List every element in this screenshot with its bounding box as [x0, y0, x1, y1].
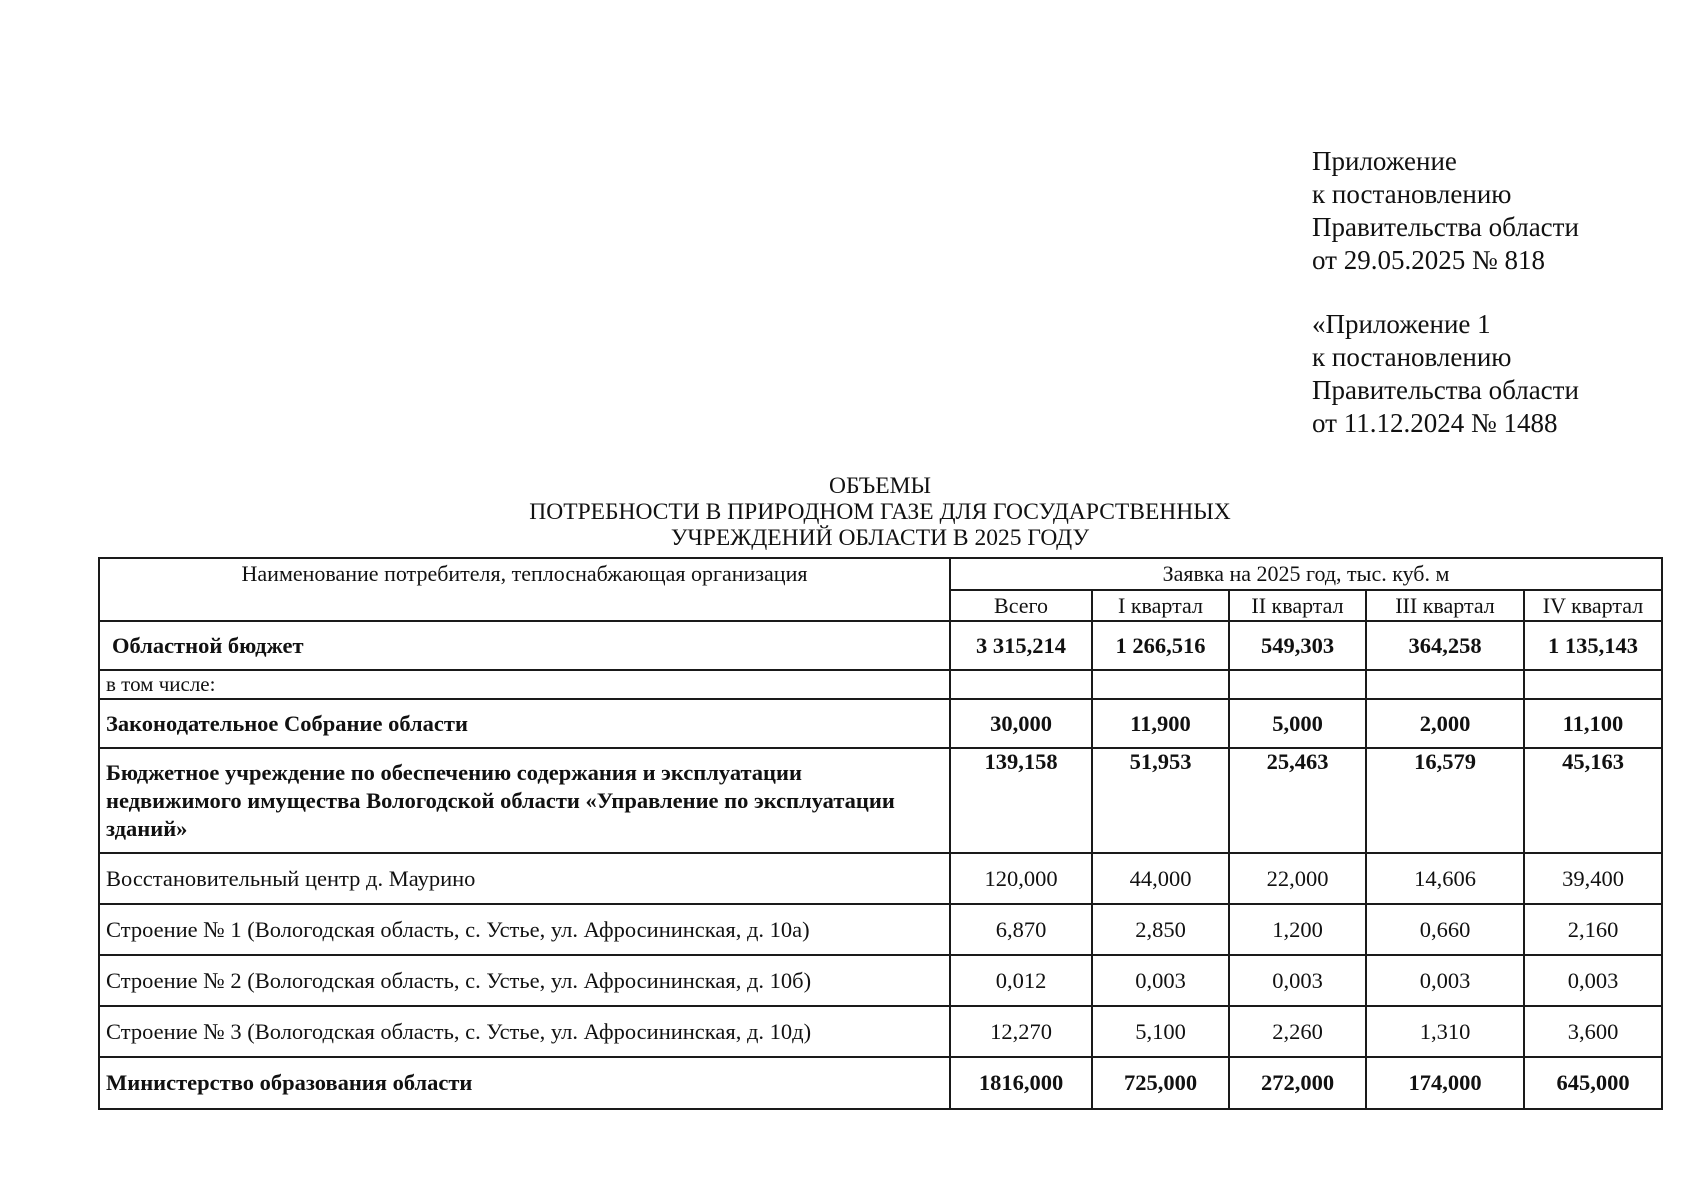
cell-q2: 549,303: [1229, 621, 1366, 670]
header-total: Всего: [950, 590, 1092, 621]
row-name: в том числе:: [99, 670, 950, 699]
appendix-line: Правительства области: [1312, 212, 1579, 242]
cell-q1: [1092, 670, 1229, 699]
cell-total: 6,870: [950, 904, 1092, 955]
table-header-row: [99, 558, 1662, 590]
cell-q4: 39,400: [1524, 853, 1662, 904]
gas-volumes-table: [98, 557, 1663, 1110]
row-name: Областной бюджет: [99, 621, 950, 670]
cell-q3: 0,660: [1366, 904, 1524, 955]
appendix-line: Правительства области: [1312, 375, 1579, 405]
table-row: [99, 748, 1662, 853]
row-name: Строение № 2 (Вологодская область, с. Устье, ул. Афросининская, д. 10б): [99, 955, 950, 1006]
row-name: Строение № 1 (Вологодская область, с. Устье, ул. Афросининская, д. 10а): [99, 904, 950, 955]
row-name: Бюджетное учреждение по обеспечению содержания и эксплуатации недвижимого имущества Вологодской области «Управление по эксплуатации зданий»: [99, 748, 950, 853]
cell-q4: 11,100: [1524, 699, 1662, 748]
cell-q1: 2,850: [1092, 904, 1229, 955]
title-line: ПОТРЕБНОСТИ В ПРИРОДНОМ ГАЗЕ ДЛЯ ГОСУДАРСТВЕННЫХ: [529, 499, 1231, 525]
cell-q4: 645,000: [1524, 1057, 1662, 1109]
cell-q1: 11,900: [1092, 699, 1229, 748]
table-row: [99, 1006, 1662, 1057]
cell-total: 0,012: [950, 955, 1092, 1006]
cell-total: 120,000: [950, 853, 1092, 904]
cell-q1: 44,000: [1092, 853, 1229, 904]
cell-q3: 2,000: [1366, 699, 1524, 748]
header-q4: IV квартал: [1524, 590, 1662, 621]
cell-q2: 1,200: [1229, 904, 1366, 955]
cell-q3: 174,000: [1366, 1057, 1524, 1109]
cell-q4: [1524, 670, 1662, 699]
cell-q2: 2,260: [1229, 1006, 1366, 1057]
cell-q4: 45,163: [1524, 748, 1662, 853]
row-name: Законодательное Собрание области: [99, 699, 950, 748]
appendix-line: от 11.12.2024 № 1488: [1312, 408, 1558, 438]
cell-q4: 1 135,143: [1524, 621, 1662, 670]
cell-total: 139,158: [950, 748, 1092, 853]
cell-q1: 51,953: [1092, 748, 1229, 853]
table-row: [99, 904, 1662, 955]
appendix-current-block: [1312, 145, 1579, 277]
cell-q1: 5,100: [1092, 1006, 1229, 1057]
cell-q2: 22,000: [1229, 853, 1366, 904]
appendix-line: к постановлению: [1312, 179, 1512, 209]
cell-q3: [1366, 670, 1524, 699]
header-name-column: Наименование потребителя, теплоснабжающая организация: [99, 558, 950, 621]
cell-q1: 725,000: [1092, 1057, 1229, 1109]
cell-total: 3 315,214: [950, 621, 1092, 670]
appendix-line: от 29.05.2025 № 818: [1312, 245, 1545, 275]
title-line: УЧРЕЖДЕНИЙ ОБЛАСТИ В 2025 ГОДУ: [670, 525, 1090, 551]
header-q2: II квартал: [1229, 590, 1366, 621]
cell-q4: 3,600: [1524, 1006, 1662, 1057]
document-title: [100, 473, 1660, 551]
cell-q2: [1229, 670, 1366, 699]
table-row: [99, 699, 1662, 748]
table-row: [99, 670, 1662, 699]
table-row: [99, 955, 1662, 1006]
cell-total: [950, 670, 1092, 699]
cell-q3: 14,606: [1366, 853, 1524, 904]
cell-q2: 272,000: [1229, 1057, 1366, 1109]
cell-q2: 0,003: [1229, 955, 1366, 1006]
header-q1: I квартал: [1092, 590, 1229, 621]
cell-q4: 0,003: [1524, 955, 1662, 1006]
cell-q2: 25,463: [1229, 748, 1366, 853]
cell-q3: 1,310: [1366, 1006, 1524, 1057]
cell-q3: 16,579: [1366, 748, 1524, 853]
appendix-original-block: [1312, 308, 1579, 440]
cell-total: 30,000: [950, 699, 1092, 748]
table-row: [99, 853, 1662, 904]
appendix-line: «Приложение 1: [1312, 309, 1491, 339]
cell-total: 12,270: [950, 1006, 1092, 1057]
cell-total: 1816,000: [950, 1057, 1092, 1109]
header-q3: III квартал: [1366, 590, 1524, 621]
appendix-line: Приложение: [1312, 146, 1457, 176]
cell-q4: 2,160: [1524, 904, 1662, 955]
header-request-group: Заявка на 2025 год, тыс. куб. м: [950, 558, 1662, 590]
row-name: Строение № 3 (Вологодская область, с. Устье, ул. Афросининская, д. 10д): [99, 1006, 950, 1057]
cell-q2: 5,000: [1229, 699, 1366, 748]
cell-q3: 0,003: [1366, 955, 1524, 1006]
row-name: Восстановительный центр д. Маурино: [99, 853, 950, 904]
row-name: Министерство образования области: [99, 1057, 950, 1109]
title-line: ОБЪЕМЫ: [829, 473, 931, 499]
cell-q1: 1 266,516: [1092, 621, 1229, 670]
table-row: [99, 621, 1662, 670]
cell-q1: 0,003: [1092, 955, 1229, 1006]
appendix-line: к постановлению: [1312, 342, 1512, 372]
table-row: [99, 1057, 1662, 1109]
cell-q3: 364,258: [1366, 621, 1524, 670]
